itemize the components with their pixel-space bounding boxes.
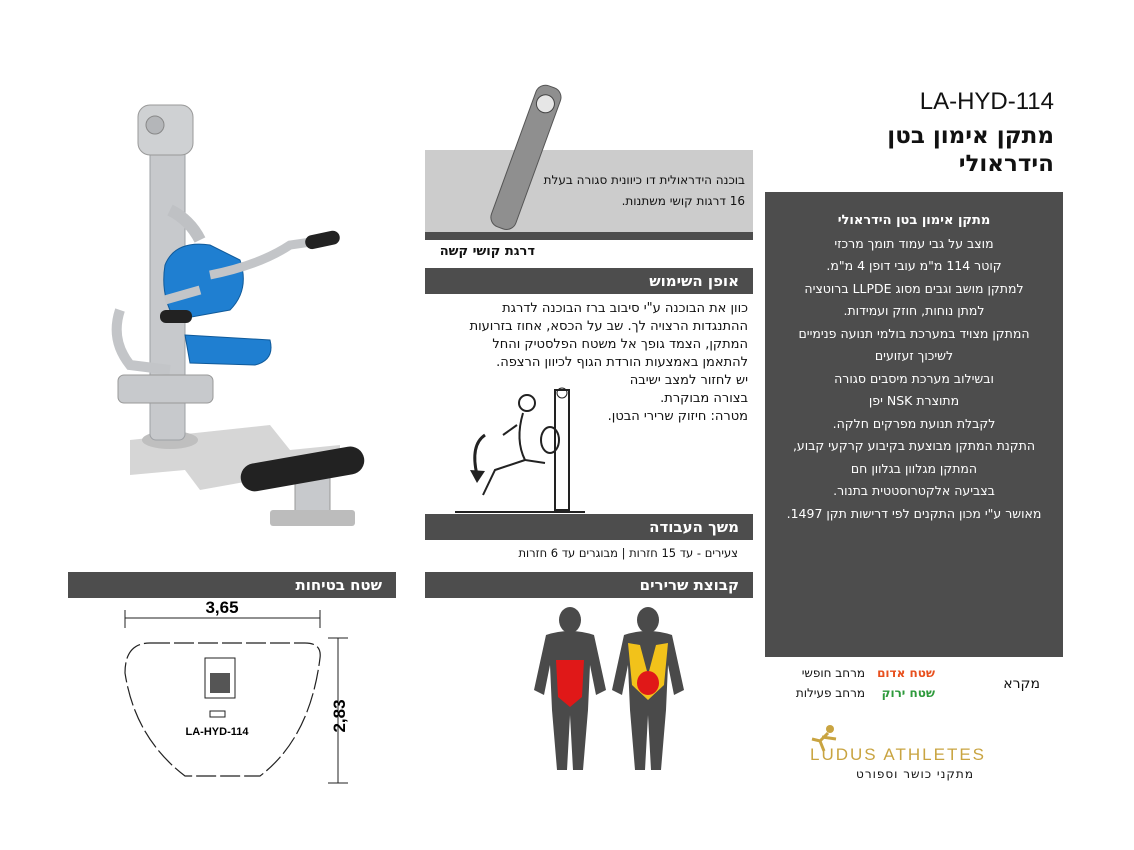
specs-panel	[765, 192, 1063, 657]
specs-line: לקבלת תנועת מפרקים חלקה.	[832, 415, 996, 431]
specs-line: קוטר 114 מ"מ עובי דופן 4 מ"מ.	[826, 258, 1002, 273]
specs-line: מתוצרת NSK יפן	[868, 393, 960, 408]
specs-line: למתקן מושב וגבים מסוג LLPDE ברוטציה	[804, 280, 1024, 296]
legend-title: מקרא	[1003, 676, 1040, 692]
specs-line: התקנת המתקן מבוצעת בקיבוע קרקעי קבוע,	[792, 438, 1036, 453]
specs-line: ובשילוב מערכת מיסבים סגורה	[834, 370, 994, 386]
muscle-diagram	[528, 605, 690, 775]
specs-line: מאושר ע"י מכון התקנים לפי דרישות תקן 1497.	[786, 505, 1042, 521]
backrest	[164, 244, 244, 320]
body-back	[612, 607, 684, 770]
legend-green-desc: מרחב פעילות	[795, 686, 865, 700]
specs-title: מתקן אימון בטן הידראולי	[837, 213, 991, 228]
product-title: מתקן אימון בטן הידראולי	[887, 123, 1054, 177]
safety-model-label: LA-HYD-114	[185, 726, 249, 738]
spring-divider	[425, 232, 753, 240]
pivot-cap	[146, 116, 164, 134]
usage-line: מטרה: חיזוק שרירי הבטן.	[607, 409, 748, 424]
usage-line: ההתנגדות הרצויה לך. שב על הכסא, אחוז בזרועות	[469, 319, 748, 334]
top-housing	[138, 105, 193, 155]
safety-diagram	[110, 598, 370, 798]
usage-line: בצורה מבוקרת.	[660, 391, 748, 406]
specs-line: למתן נוחות, חוזק ועמידות.	[843, 303, 985, 318]
specs-line: המתקן מגלוון בגלוון חם	[850, 460, 978, 476]
legend-green-label: שטח ירוק	[881, 686, 935, 700]
specs-line: בצביעה אלקטרוסטטית בתנור.	[833, 483, 995, 498]
legend-red-label: שטח אדום	[877, 666, 935, 680]
usage-line: כוון את הבוכנה ע"י סיבוב ברז הבוכנה לדרגת	[502, 301, 748, 316]
grip-left	[160, 310, 192, 323]
duration-header: משך העבודה	[425, 514, 753, 540]
usage-line: להתאמן באמצעות הורדת הגוף לכיוון הרצפה.	[496, 355, 748, 370]
usage-line: יש לחזור למצב ישיבה	[629, 373, 748, 388]
lower-back	[637, 671, 659, 695]
safety-zone-outline	[125, 643, 320, 776]
pivot-hub	[118, 375, 213, 403]
grip-right	[304, 229, 341, 250]
roller-base	[270, 510, 355, 526]
specs-line: המתקן מצויד במערכת בולמי תנועה פנימיים	[798, 325, 1030, 341]
legend	[790, 666, 1050, 706]
safety-header: שטח בטיחות	[68, 572, 396, 598]
width-value: 3,65	[205, 598, 239, 617]
brand-subtitle: מתקני כושר וספורט	[856, 767, 974, 781]
body-front	[534, 607, 606, 770]
spring-caption: בוכנה הידראולית דו כיוונית סגורה בעלת 16 דרגות קושי משתנות.	[543, 173, 745, 208]
specs-line: לשיכוך זעזועים	[874, 348, 954, 363]
usage-line: המתקן, הצמד גופך אל משטח הפלסטיק והחל	[492, 337, 748, 352]
product-image	[90, 95, 380, 550]
brand-name: LUDUS ATHLETES	[810, 745, 987, 764]
specs-line: מוצב על גבי עמוד תומך מרכזי	[834, 235, 994, 251]
legend-red-desc: מרחב חופשי	[801, 666, 865, 680]
muscles-header: קבוצת שרירים	[425, 572, 753, 598]
model-number: LA-HYD-114	[919, 88, 1054, 115]
duration-text: צעירים - עד 15 חזרות | מבוגרים עד 6 חזרות	[518, 546, 738, 560]
usage-illustration	[455, 385, 590, 515]
seat	[185, 335, 271, 365]
usage-header: אופן השימוש	[425, 268, 753, 294]
height-value: 2,83	[330, 699, 349, 733]
brand-logo	[810, 745, 1020, 781]
runner-icon	[810, 723, 840, 753]
difficulty-label: דרגת קושי קשה	[439, 244, 535, 259]
